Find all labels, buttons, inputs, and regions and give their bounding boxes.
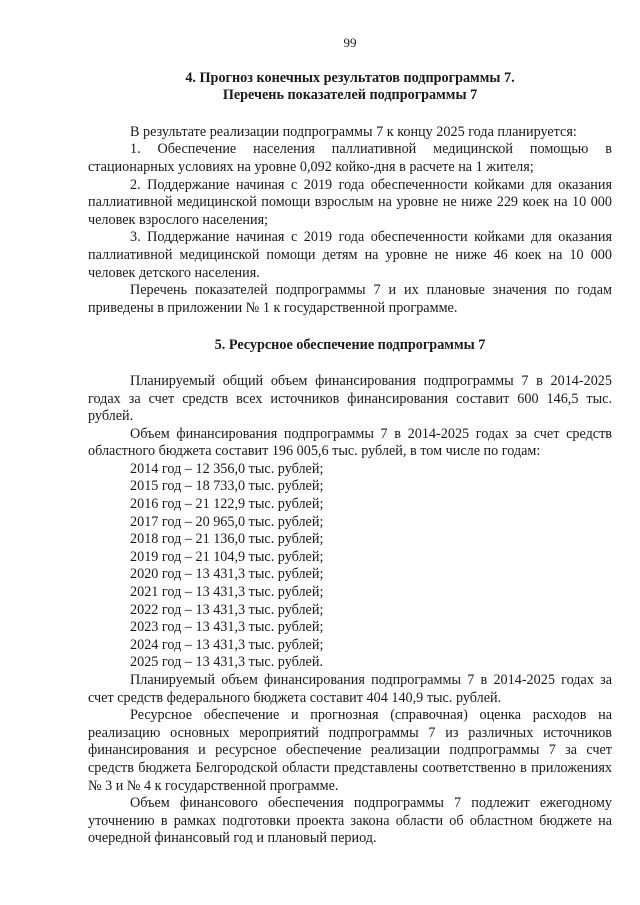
section-4-paragraph: Перечень показателей подпрограммы 7 и их плановые значения по годам приведены в приложении № 1 к государственной программе. xyxy=(88,282,612,316)
document-page xyxy=(88,34,612,848)
funding-year-item: 2017 год – 20 965,0 тыс. рублей; xyxy=(130,513,324,530)
section-5-paragraph: Объем финансирования подпрограммы 7 в 2014-2025 годах за счет средств областного бюджета составит 196 005,6 тыс. рублей, в том числе по годам: xyxy=(88,425,612,460)
section-4-paragraph: 2. Поддержание начиная с 2019 года обеспеченности койками для оказания паллиативной медицинской помощи взрослым на уровне не ниже 229 коек на 10 000 человек взрослого населения; xyxy=(88,176,612,228)
funding-year-item: 2023 год – 13 431,3 тыс. рублей; xyxy=(130,619,324,636)
funding-year-item: 2020 год – 13 431,3 тыс. рублей; xyxy=(130,566,324,583)
funding-year-item: 2021 год – 13 431,3 тыс. рублей; xyxy=(130,584,324,601)
funding-year-item: 2016 год – 21 122,9 тыс. рублей; xyxy=(130,496,324,513)
section-4-paragraph: 1. Обеспечение населения паллиативной медицинской помощью в стационарных условиях на уровне 0,092 койко-дня в расчете на 1 жителя; xyxy=(88,141,612,175)
section-5-title: 5. Ресурсное обеспечение подпрограммы 7 xyxy=(214,337,486,354)
funding-year-item: 2024 год – 13 431,3 тыс. рублей; xyxy=(130,636,324,653)
section-4-paragraph: В результате реализации подпрограммы 7 к концу 2025 года планируется: xyxy=(130,123,577,140)
section-4-title-line-1: 4. Прогноз конечных результатов подпрограммы 7. xyxy=(185,69,515,86)
funding-year-item: 2022 год – 13 431,3 тыс. рублей; xyxy=(130,601,324,618)
section-5-body xyxy=(88,373,612,848)
funding-by-year-list xyxy=(88,461,612,672)
section-spacer xyxy=(88,317,612,337)
section-4-title-line-2: Перечень показателей подпрограммы 7 xyxy=(222,87,478,104)
section-5-paragraph: Ресурсное обеспечение и прогнозная (справочная) оценка расходов на реализацию основных мероприятий подпрограммы 7 из различных источников финансирования и ресурсное обеспечение реализации подпрограммы 7 за счет средств бюджета Белгородской области представлены соответственно в приложениях № 3 и № 4 к государственной программе. xyxy=(88,707,612,794)
section-4-paragraph: 3. Поддержание начиная с 2019 года обеспеченности койками для оказания паллиативной медицинской помощи детям на уровне не ниже 46 коек на 10 000 человек детского населения. xyxy=(88,229,612,281)
funding-year-item: 2015 год – 18 733,0 тыс. рублей; xyxy=(130,478,324,495)
funding-year-item: 2019 год – 21 104,9 тыс. рублей; xyxy=(130,548,324,565)
section-4-heading xyxy=(88,70,612,105)
section-5-paragraph: Объем финансового обеспечения подпрограммы 7 подлежит ежегодному уточнению в рамках подготовки проекта закона области об областном бюджете на очередной финансовый год и плановый период. xyxy=(88,795,612,847)
section-5-paragraph: Планируемый объем финансирования подпрограммы 7 в 2014-2025 годах за счет средств федерального бюджета составит 404 140,9 тыс. рублей. xyxy=(88,672,612,706)
section-4-body xyxy=(88,124,612,318)
funding-year-item: 2018 год – 21 136,0 тыс. рублей; xyxy=(130,531,324,548)
funding-year-item: 2014 год – 12 356,0 тыс. рублей; xyxy=(130,460,324,477)
page-number: 99 xyxy=(343,35,357,50)
section-spacer xyxy=(88,355,612,373)
funding-year-item: 2025 год – 13 431,3 тыс. рублей. xyxy=(130,654,323,671)
section-5-paragraph: Планируемый общий объем финансирования подпрограммы 7 в 2014-2025 годах за счет средств всех источников финансирования составит 600 146,5 тыс. рублей. xyxy=(88,372,612,425)
